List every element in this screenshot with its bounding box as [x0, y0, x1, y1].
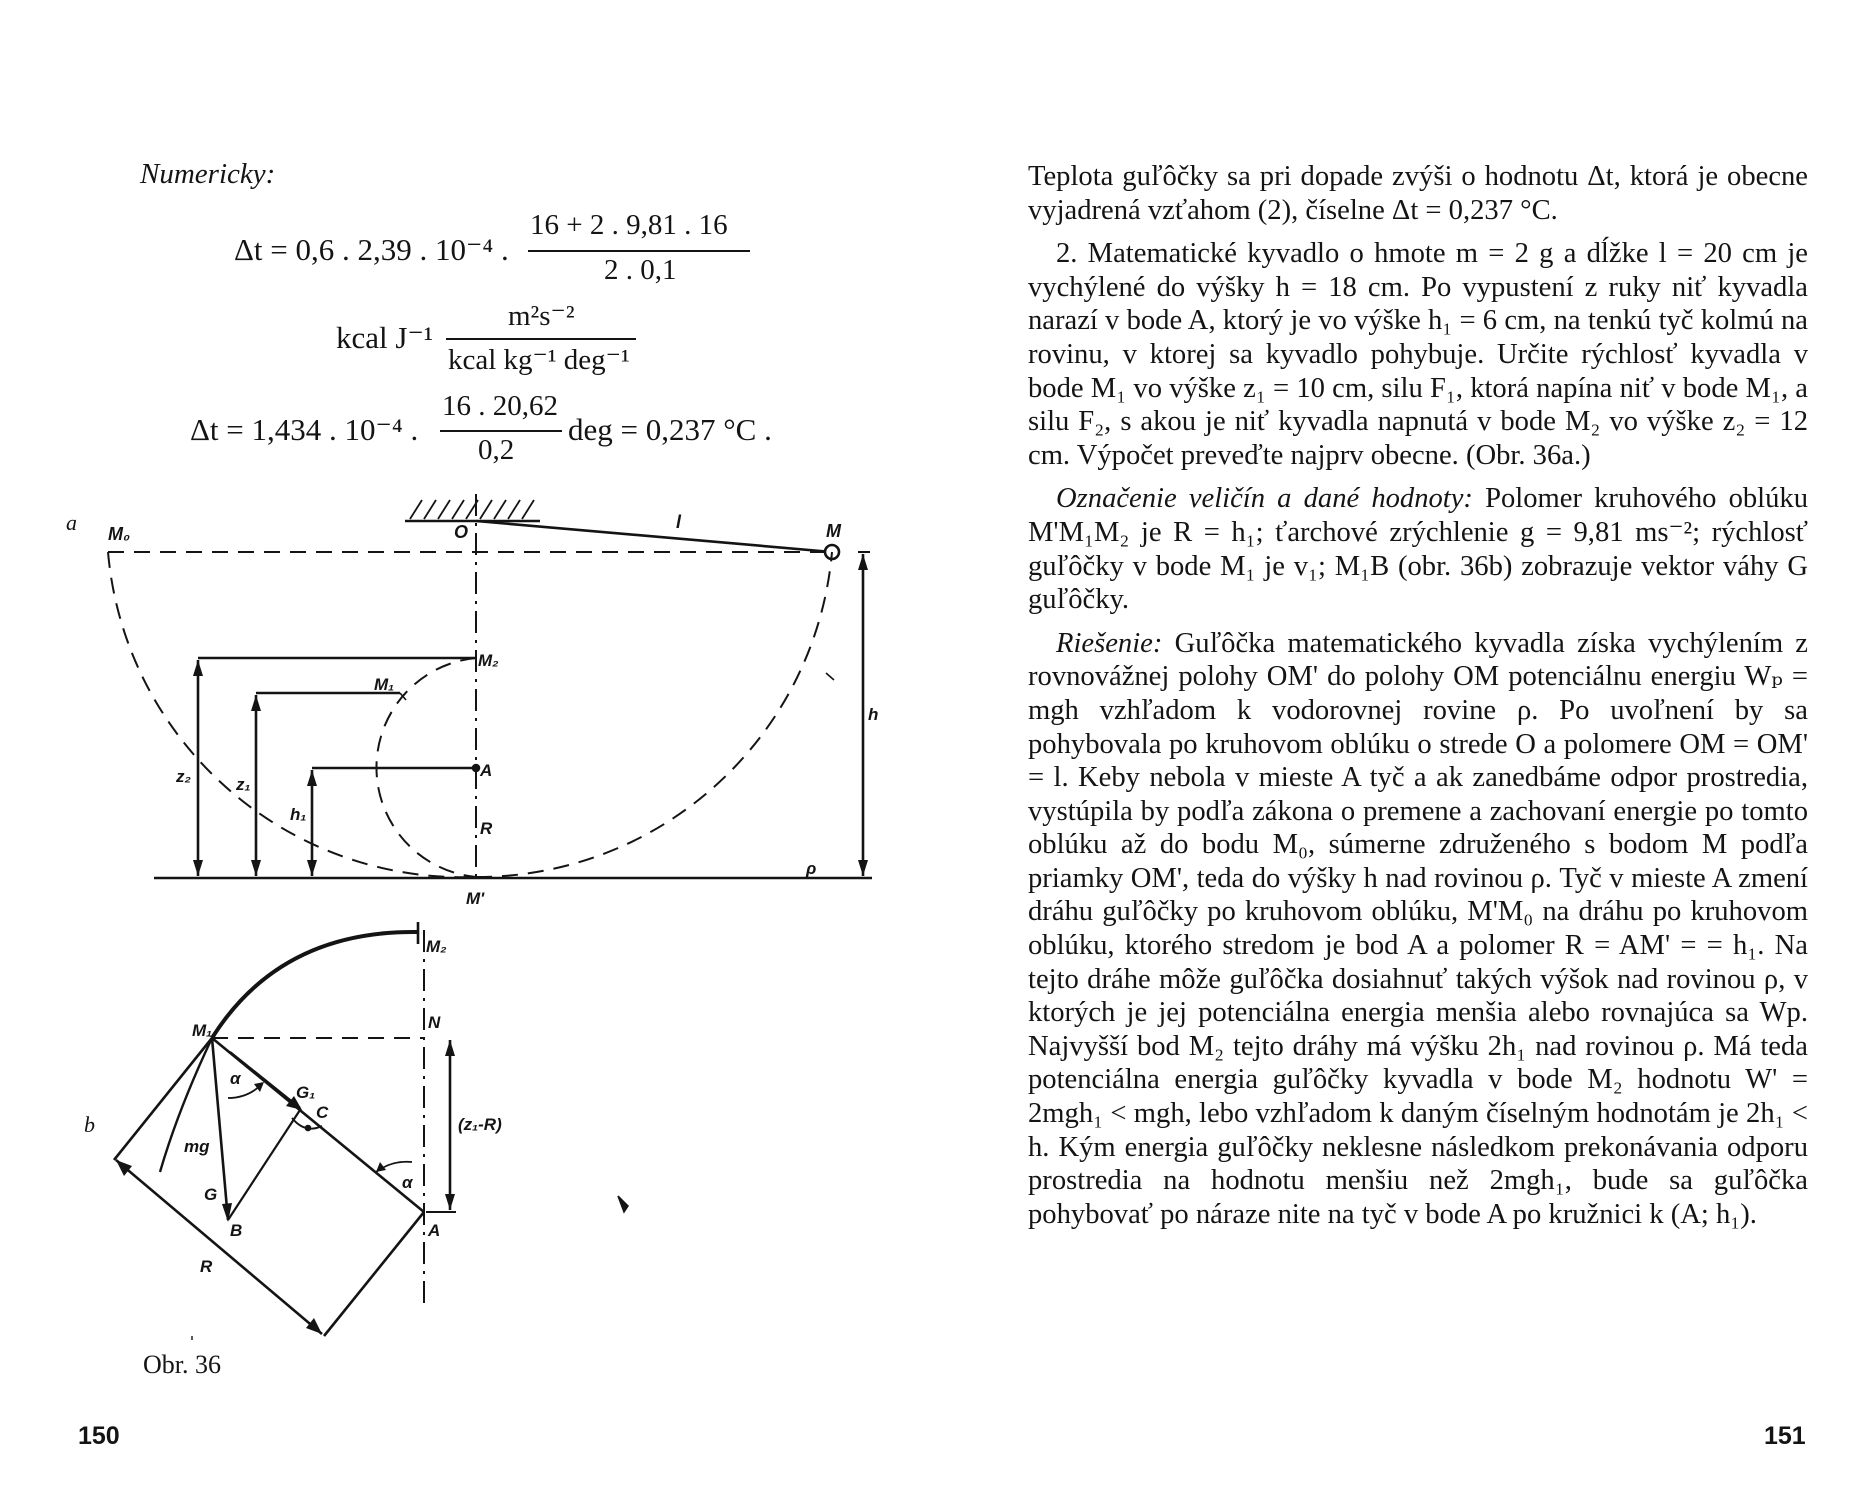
label-b-a: A	[428, 1221, 441, 1240]
label-r: R	[480, 819, 493, 838]
label-panel-b: b	[84, 1112, 95, 1137]
label-h: h	[868, 705, 879, 724]
paragraph-4-lead: Riešenie:	[1056, 627, 1163, 659]
label-b-g1: G₁	[296, 1083, 316, 1102]
page-number-right: 151	[1764, 1422, 1806, 1450]
label-m1: M₁	[374, 675, 395, 694]
label-m2: M₂	[478, 651, 499, 670]
label-b-alpha-top: α	[230, 1069, 241, 1088]
units-numerator: m²s⁻²	[508, 300, 575, 332]
eq1-denominator: 2 . 0,1	[604, 254, 677, 286]
paragraph-1: Teplota guľôčky sa pri dopade zvýši o hodnotu Δt, ktorá je obecne vyjadrená vzťahom (2), číselne Δt = 0,237 °C.	[1028, 161, 1808, 226]
label-m: M	[826, 521, 841, 541]
arc-right	[476, 552, 832, 877]
right-page-text	[1028, 160, 1808, 1241]
eq2-lhs: Δt = 1,434 . 10⁻⁴ .	[190, 412, 419, 447]
r-dimension	[116, 1160, 322, 1334]
paragraph-4-body: Guľôčka matematického kyvadla získa vychýlením z rovnovážnej polohy OM' do polohy OM potenciálnu energiu Wₚ = mgh vzhľadom k vodorovnej rovine ρ. Po uvoľnení by sa pohybovala po kruhovom oblúku o strede O a polomere OM = OM' = l. Keby nebola v mieste A tyč a ak zanedbáme odpor prostredia, vystúpila by podľa zákona o premene a zachovaní energie po tomto oblúku až do bodu M₀, súmerne združeného s bodom M podľa priamky OM', teda do výšky h nad rovinou ρ. Tyč v mieste A zmení dráhu guľôčky po kruhovom oblúku, M'M₀ na dráhu po kruhovom oblúku, ktorého stredom je bod A a polomer R = AM' = = h₁. Na tejto dráhe môže guľôčka dosiahnuť takých výšok nad rovinou ρ, v ktorých je jej potenciálna energia menšia alebo rovnajúca sa Wp. Najvyšší bod M₂ tejto dráhy má výšku 2h₁ nad rovinou ρ. Má teda potenciálna energia guľôčky kyvadla v bode M₂ hodnotu W' = 2mgh₁ < mgh, lebo vzhľadom k daným číselným hodnotám je 2h₁ < h. Kým energia guľôčky neklesne následkom prekonávania odporu prostredia na hodnotu menšiu než 2mgh₁, bude sa guľôčka pohybovať po náraze nite na tyč v bode A po kružnici k (A; h₁).	[1028, 627, 1808, 1230]
numeric-label: Numericky:	[140, 158, 276, 190]
label-b-mg: mg	[184, 1137, 210, 1156]
label-b-g: G	[204, 1185, 218, 1204]
page-number-left: 150	[78, 1422, 120, 1450]
paragraph-3	[1028, 482, 1808, 616]
label-h1: h₁	[290, 805, 307, 824]
paragraph-2: 2. Matematické kyvadlo o hmote m = 2 g a dĺžke l = 20 cm je vychýlené do výšky h = 18 cm. Po vypustení z ruky niť kyvadla narazí v bode A, ktorý je vo výške h₁ = 6 cm, na tenkú tyč kolmú na rovinu, v ktorej sa kyvadlo pohybuje. Určite rýchlosť kyvadla v bode M₁ vo výške z₁ = 10 cm, silu F₁, ktorá napína niť v bode M₁, a silu F₂, s akou je niť kyvadla napnutá v bode M₂ vo výške z₂ = 12 cm. Výpočet preveďte najprv obecne. (Obr. 36a.)	[1028, 238, 1808, 471]
arc-left	[108, 552, 476, 877]
eq2-numerator: 16 . 20,62	[442, 390, 558, 422]
eq1-lhs: Δt = 0,6 . 2,39 . 10⁻⁴ .	[234, 232, 509, 267]
label-b-b: B	[230, 1221, 243, 1240]
pendulum-figure	[60, 480, 900, 1340]
thick-arc-m1-m2	[212, 932, 418, 1038]
eq2-rhs: deg = 0,237 °C .	[568, 412, 772, 447]
label-b-c: C	[316, 1103, 329, 1122]
label-m-prime: M'	[466, 889, 485, 908]
units-denominator: kcal kg⁻¹ deg⁻¹	[448, 344, 630, 376]
label-m0: M₀	[108, 524, 131, 544]
string-l	[476, 521, 832, 552]
eq1-fraction-bar	[528, 250, 750, 252]
label-rho: ρ	[806, 859, 817, 878]
paragraph-3-lead: Označenie veličín a dané hodnoty:	[1056, 483, 1473, 515]
label-z2: z₂	[176, 767, 191, 786]
label-b-r: R	[200, 1257, 213, 1276]
label-b-z1r: (z₁-R)	[458, 1115, 502, 1134]
eq1-numerator: 16 + 2 . 9,81 . 16	[530, 209, 728, 241]
units-fraction-bar	[446, 338, 636, 340]
label-b-m1: M₁	[192, 1021, 213, 1040]
label-b-m2: M₂	[426, 937, 447, 956]
label-l: l	[676, 512, 682, 532]
eq2-fraction-bar	[440, 430, 562, 432]
eq2-denominator: 0,2	[478, 434, 515, 466]
paragraph-4	[1028, 627, 1808, 1232]
figure-caption: Obr. 36	[143, 1350, 221, 1379]
label-o: O	[454, 522, 469, 542]
r-leg-bottom	[324, 1212, 424, 1336]
label-b-alpha-right: α	[402, 1173, 413, 1192]
label-b-n: N	[428, 1013, 441, 1032]
label-a: A	[480, 761, 493, 780]
label-panel-a: a	[66, 510, 77, 535]
label-z1: z₁	[236, 775, 251, 794]
ceiling-hatch	[410, 500, 534, 519]
paragraph-3-body: Polomer kruhového oblúku M'M₁M₂ je R = h₁; ťarchové zrýchlenie g = 9,81 ms⁻²; rýchlosť guľôčky v bode M₁ je v₁; M₁B (obr. 36b) zobrazuje vektor váhy G guľôčky.	[1028, 483, 1808, 616]
units-lhs: kcal J⁻¹	[336, 320, 434, 355]
b-c-line	[228, 1110, 300, 1220]
